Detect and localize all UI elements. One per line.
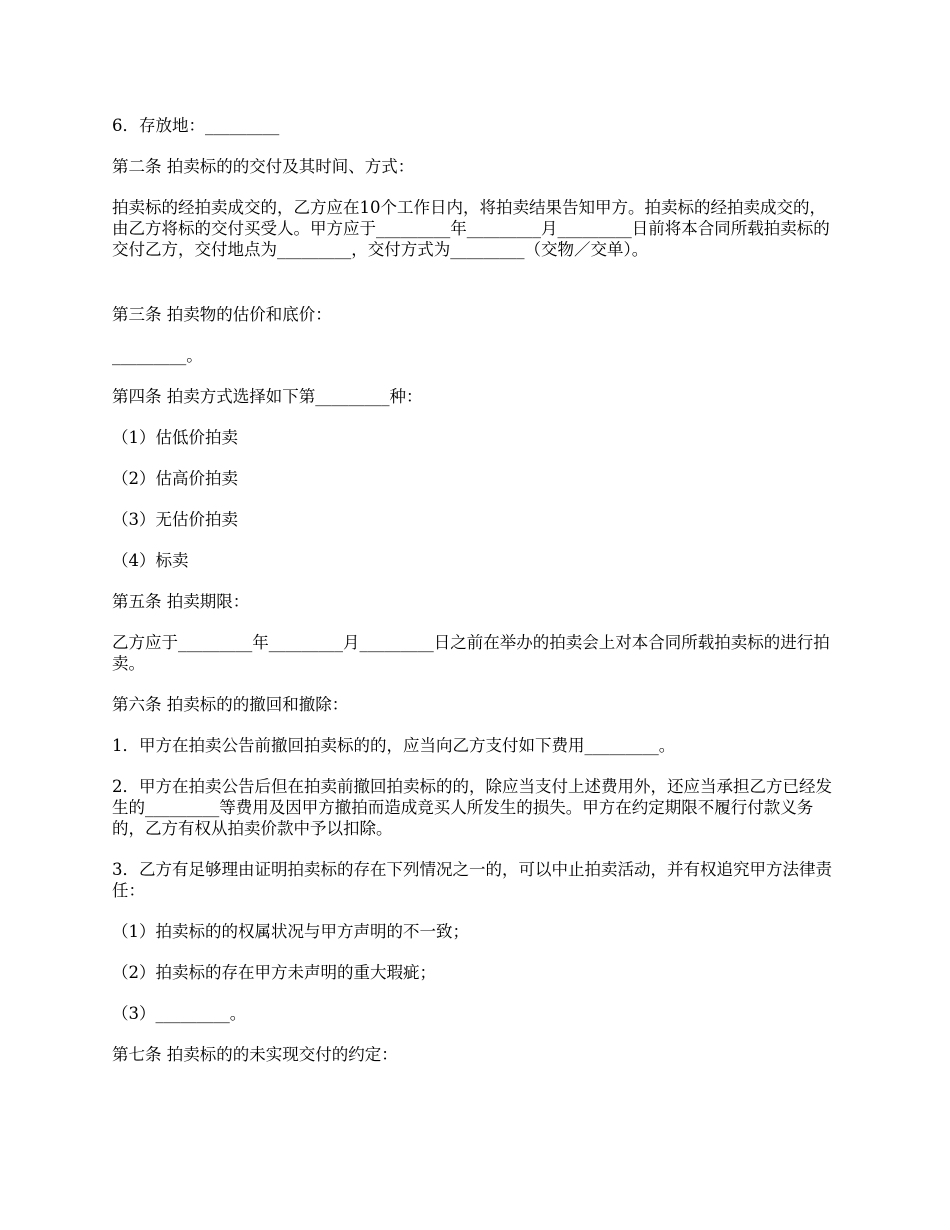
article-3-blank: _________。 [112, 346, 203, 365]
article-5-heading: 第五条 拍卖期限： [112, 592, 250, 611]
article-3-heading: 第三条 拍卖物的估价和底价： [112, 305, 332, 324]
article-6-clause-1: 1．甲方在拍卖公告前撤回拍卖标的的，应当向乙方支付如下费用_________。 [112, 736, 676, 755]
article-4-heading: 第四条 拍卖方式选择如下第_________种： [112, 387, 423, 406]
storage-location-line: 6．存放地：_________ [112, 116, 280, 135]
article-6-clause-2: 2．甲方在拍卖公告后但在拍卖前撤回拍卖标的的，除应当支付上述费用外，还应当承担乙方已经发生的_________等费用及因甲方撤拍而造成竞买人所发生的损失。甲方在约定期限不履行付款义务的，乙方有权从拍卖价款中予以扣除。 [112, 777, 832, 838]
list-item: （2）拍卖标的存在甲方未声明的重大瑕疵； [112, 963, 436, 982]
article-2-body: 拍卖标的经拍卖成交的，乙方应在10个工作日内，将拍卖结果告知甲方。拍卖标的经拍卖成交的，由乙方将标的交付买受人。甲方应于_________年_________月_________日前将本合同所载拍卖标的交付乙方，交付地点为_________，交付方式为_________（交物／交单）。 [112, 198, 830, 259]
list-item: （1）估低价拍卖 [112, 428, 238, 447]
article-7-heading: 第七条 拍卖标的的未实现交付的约定： [112, 1045, 398, 1064]
article-6-clause-3: 3．乙方有足够理由证明拍卖标的存在下列情况之一的，可以中止拍卖活动，并有权追究甲方法律责任： [112, 860, 832, 900]
list-item: （1）拍卖标的的权属状况与甲方声明的不一致； [112, 922, 469, 941]
article-6-heading: 第六条 拍卖标的的撤回和撤除： [112, 695, 349, 714]
list-item: （3）_________。 [112, 1004, 247, 1023]
article-2-heading: 第二条 拍卖标的的交付及其时间、方式： [112, 157, 415, 176]
list-item: （2）估高价拍卖 [112, 469, 238, 488]
article-5-body: 乙方应于_________年_________月_________日之前在举办的拍卖会上对本合同所载拍卖标的进行拍卖。 [112, 633, 830, 673]
list-item: （3）无估价拍卖 [112, 510, 238, 529]
list-item: （4）标卖 [112, 551, 189, 570]
